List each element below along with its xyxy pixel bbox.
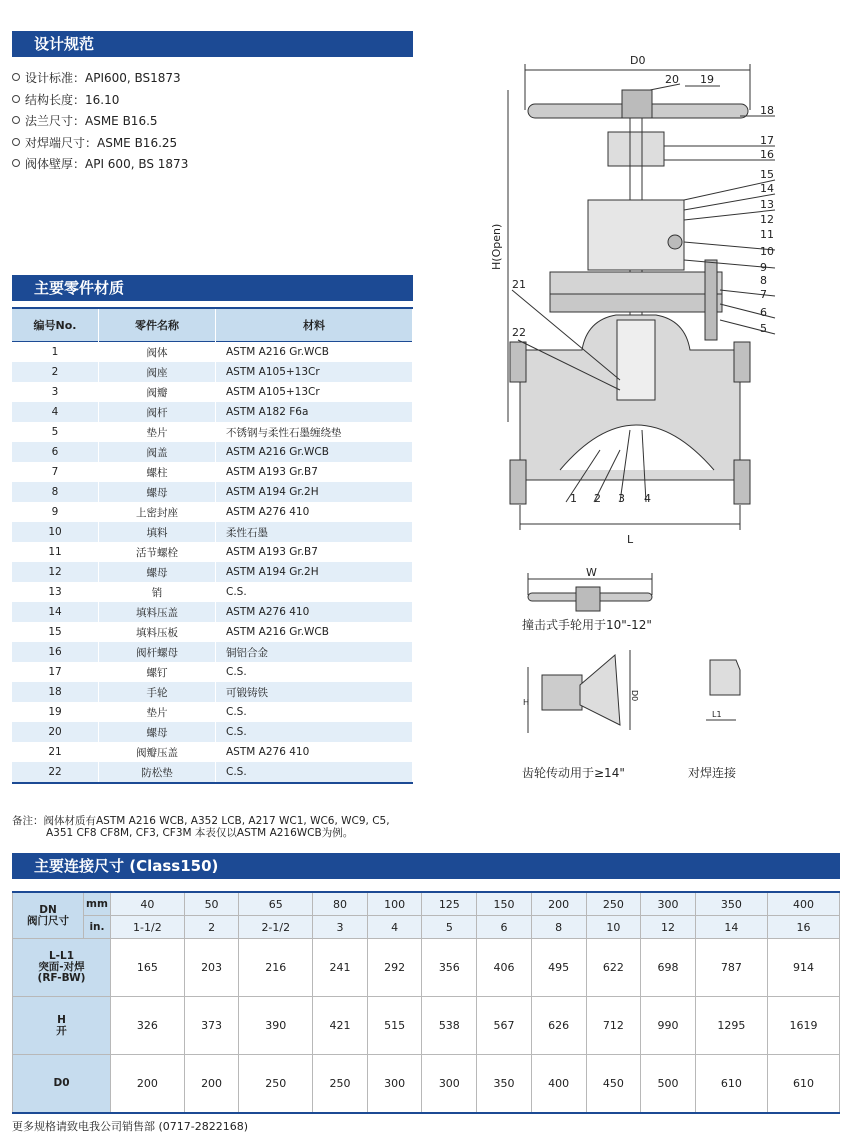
l-value: 622 [586, 939, 641, 997]
part-name: 活节螺栓 [99, 542, 216, 562]
part-material: ASTM A276 410 [216, 742, 413, 762]
table-row [12, 422, 413, 442]
inch-value: 12 [641, 916, 696, 939]
d0-value: 500 [641, 1055, 696, 1114]
label-20: 20 [665, 73, 679, 86]
table-row [12, 642, 413, 662]
inch-value: 2-1/2 [239, 916, 313, 939]
part-no: 13 [12, 582, 99, 602]
h-value: 712 [586, 997, 641, 1055]
d0-value: 200 [111, 1055, 185, 1114]
table-row [12, 522, 413, 542]
part-name: 阀座 [99, 362, 216, 382]
h-value: 626 [531, 997, 586, 1055]
section-bar-design [12, 31, 413, 57]
d0-value: 250 [313, 1055, 368, 1114]
table-row [12, 542, 413, 562]
h-value: 990 [641, 997, 696, 1055]
butt-weld-diagram [700, 655, 750, 730]
section-bar-parts [12, 275, 413, 301]
table-row [13, 916, 840, 939]
label-11: 11 [760, 228, 774, 241]
table-row [12, 602, 413, 622]
part-no: 18 [12, 682, 99, 702]
h-value: 373 [184, 997, 239, 1055]
part-no: 6 [12, 442, 99, 462]
table-row [12, 482, 413, 502]
d0-value: 300 [367, 1055, 422, 1114]
part-no: 1 [12, 342, 99, 363]
valve-diagram [470, 50, 790, 550]
d0-value: 350 [477, 1055, 532, 1114]
part-no: 11 [12, 542, 99, 562]
label-15: 15 [760, 168, 774, 181]
part-material: ASTM A105+13Cr [216, 362, 413, 382]
mm-value: 300 [641, 892, 696, 916]
section-title-parts: 主要零件材质 [34, 279, 125, 297]
mm-label: mm [84, 892, 111, 916]
part-name: 阀盖 [99, 442, 216, 462]
design-spec-text: 结构长度：16.10 [25, 92, 120, 107]
design-spec-item [12, 133, 188, 155]
part-name: 填料压盖 [99, 602, 216, 622]
inch-value: 5 [422, 916, 477, 939]
label-6: 6 [760, 306, 767, 319]
part-name: 螺母 [99, 722, 216, 742]
d0-value: 610 [767, 1055, 839, 1114]
part-name: 螺钉 [99, 662, 216, 682]
design-spec-text: 设计标准：API600, BS1873 [25, 71, 181, 85]
h-value: 390 [239, 997, 313, 1055]
part-material: 不锈钢与柔性石墨缠绕垫 [216, 422, 413, 442]
inch-value: 16 [767, 916, 839, 939]
l-value: 216 [239, 939, 313, 997]
part-no: 12 [12, 562, 99, 582]
mm-value: 350 [695, 892, 767, 916]
l-value: 165 [111, 939, 185, 997]
l-value: 203 [184, 939, 239, 997]
table-row [12, 622, 413, 642]
part-material: 铜铝合金 [216, 642, 413, 662]
mm-value: 80 [313, 892, 368, 916]
label-h-small: H [523, 698, 530, 707]
label-21: 21 [512, 278, 526, 291]
part-material: ASTM A182 F6a [216, 402, 413, 422]
mm-value: 250 [586, 892, 641, 916]
h-value: 1295 [695, 997, 767, 1055]
label-d0-small: D0 [630, 690, 639, 702]
inch-value: 14 [695, 916, 767, 939]
part-no: 7 [12, 462, 99, 482]
part-no: 10 [12, 522, 99, 542]
part-material: ASTM A193 Gr.B7 [216, 542, 413, 562]
header-no: 编号No. [12, 308, 99, 342]
table-row [13, 939, 840, 997]
inch-value: 3 [313, 916, 368, 939]
part-no: 16 [12, 642, 99, 662]
label-12: 12 [760, 213, 774, 226]
label-5: 5 [760, 322, 767, 335]
part-material: ASTM A216 Gr.WCB [216, 622, 413, 642]
h-value: 421 [313, 997, 368, 1055]
mm-value: 150 [477, 892, 532, 916]
part-name: 销 [99, 582, 216, 602]
circle-bullet-icon [12, 116, 20, 124]
table-row [12, 762, 413, 783]
circle-bullet-icon [12, 159, 20, 167]
footer-contact: 更多规格请致电我公司销售部 (0717-2822168) [12, 1120, 249, 1133]
table-row [12, 662, 413, 682]
table-row [12, 402, 413, 422]
label-4: 4 [644, 492, 651, 505]
table-row [12, 362, 413, 382]
dn-label: DN 阀门尺寸 [13, 892, 84, 939]
h-value: 326 [111, 997, 185, 1055]
design-spec-text: 阀体壁厚：API 600, BS 1873 [25, 157, 189, 171]
part-material: ASTM A194 Gr.2H [216, 562, 413, 582]
part-no: 9 [12, 502, 99, 522]
part-material: ASTM A216 Gr.WCB [216, 342, 413, 363]
part-material: ASTM A105+13Cr [216, 382, 413, 402]
l-value: 914 [767, 939, 839, 997]
part-material: C.S. [216, 662, 413, 682]
h-value: 567 [477, 997, 532, 1055]
part-name: 垫片 [99, 702, 216, 722]
part-name: 垫片 [99, 422, 216, 442]
part-no: 5 [12, 422, 99, 442]
part-no: 19 [12, 702, 99, 722]
design-spec-item [12, 90, 188, 112]
label-1: 1 [570, 492, 577, 505]
part-name: 阀瓣压盖 [99, 742, 216, 762]
inch-value: 8 [531, 916, 586, 939]
part-name: 螺柱 [99, 462, 216, 482]
part-no: 14 [12, 602, 99, 622]
mm-value: 200 [531, 892, 586, 916]
part-no: 22 [12, 762, 99, 783]
label-22: 22 [512, 326, 526, 339]
l-value: 787 [695, 939, 767, 997]
h-value: 1619 [767, 997, 839, 1055]
header-material: 材料 [216, 308, 413, 342]
table-row [12, 562, 413, 582]
part-material: 柔性石墨 [216, 522, 413, 542]
l-label: L-L1 突面-对焊 (RF-BW) [13, 939, 111, 997]
l-value: 495 [531, 939, 586, 997]
in-label: in. [84, 916, 111, 939]
part-no: 3 [12, 382, 99, 402]
section-bar-dims [12, 853, 840, 879]
part-name: 阀杆螺母 [99, 642, 216, 662]
l-value: 698 [641, 939, 696, 997]
inch-value: 4 [367, 916, 422, 939]
part-name: 阀体 [99, 342, 216, 363]
table-row [12, 722, 413, 742]
h-value: 515 [367, 997, 422, 1055]
label-9: 9 [760, 261, 767, 274]
design-spec-list [12, 68, 188, 176]
mm-value: 125 [422, 892, 477, 916]
part-material: ASTM A193 Gr.B7 [216, 462, 413, 482]
section-title-design: 设计规范 [34, 35, 95, 53]
label-13: 13 [760, 198, 774, 211]
label-17: 17 [760, 134, 774, 147]
mm-value: 100 [367, 892, 422, 916]
label-16: 16 [760, 148, 774, 161]
label-3: 3 [618, 492, 625, 505]
part-name: 阀杆 [99, 402, 216, 422]
mm-value: 40 [111, 892, 185, 916]
inch-value: 1-1/2 [111, 916, 185, 939]
label-10: 10 [760, 245, 774, 258]
part-name: 阀瓣 [99, 382, 216, 402]
d0-value: 450 [586, 1055, 641, 1114]
design-spec-text: 法兰尺寸：ASME B16.5 [25, 114, 158, 128]
l-value: 241 [313, 939, 368, 997]
part-no: 4 [12, 402, 99, 422]
mm-value: 50 [184, 892, 239, 916]
inch-value: 6 [477, 916, 532, 939]
table-row [12, 702, 413, 722]
part-name: 填料压板 [99, 622, 216, 642]
inch-value: 10 [586, 916, 641, 939]
part-name: 螺母 [99, 482, 216, 502]
h-label: H 开 [13, 997, 111, 1055]
material-note [12, 815, 422, 839]
circle-bullet-icon [12, 95, 20, 103]
design-spec-text: 对焊端尺寸：ASME B16.25 [25, 135, 178, 150]
hammer-handwheel-diagram [520, 565, 660, 615]
note-line-1: 备注：阀体材质有ASTM A216 WCB, A352 LCB, A217 WC1, WC6, WC9, C5, [12, 815, 390, 827]
d0-value: 400 [531, 1055, 586, 1114]
table-row [12, 342, 413, 363]
gear-drive-diagram [520, 645, 650, 740]
d0-value: 300 [422, 1055, 477, 1114]
parts-table [12, 307, 413, 784]
l-value: 406 [477, 939, 532, 997]
table-row [12, 442, 413, 462]
caption-bw: 对焊连接 [688, 766, 737, 780]
part-no: 2 [12, 362, 99, 382]
part-name: 螺母 [99, 562, 216, 582]
design-spec-item [12, 111, 188, 133]
table-row [12, 742, 413, 762]
part-material: ASTM A194 Gr.2H [216, 482, 413, 502]
l-value: 356 [422, 939, 477, 997]
part-name: 防松垫 [99, 762, 216, 783]
table-row [12, 582, 413, 602]
label-h-open: H(Open) [490, 223, 503, 270]
design-spec-item [12, 68, 188, 90]
table-row [13, 892, 840, 916]
circle-bullet-icon [12, 138, 20, 146]
h-value: 538 [422, 997, 477, 1055]
part-material: C.S. [216, 722, 413, 742]
d0-value: 610 [695, 1055, 767, 1114]
circle-bullet-icon [12, 73, 20, 81]
part-name: 上密封座 [99, 502, 216, 522]
label-7: 7 [760, 288, 767, 301]
part-material: ASTM A276 410 [216, 602, 413, 622]
label-d0: D0 [630, 54, 646, 67]
part-no: 15 [12, 622, 99, 642]
table-row [12, 462, 413, 482]
parts-table-header [12, 308, 413, 342]
inch-value: 2 [184, 916, 239, 939]
d0-label: D0 [13, 1055, 111, 1114]
design-spec-item [12, 154, 188, 176]
part-material: ASTM A216 Gr.WCB [216, 442, 413, 462]
d0-value: 200 [184, 1055, 239, 1114]
label-19: 19 [700, 73, 714, 86]
table-row [13, 1055, 840, 1114]
table-row [12, 502, 413, 522]
table-row [12, 382, 413, 402]
caption-gear: 齿轮传动用于≥14" [522, 766, 625, 780]
table-row [13, 997, 840, 1055]
label-8: 8 [760, 274, 767, 287]
part-material: C.S. [216, 762, 413, 783]
part-name: 填料 [99, 522, 216, 542]
label-l: L [627, 533, 634, 546]
part-name: 手轮 [99, 682, 216, 702]
part-no: 17 [12, 662, 99, 682]
label-18: 18 [760, 104, 774, 117]
caption-hammer: 撞击式手轮用于10"-12" [522, 618, 652, 632]
note-line-2: A351 CF8 CF8M, CF3, CF3M 本表仅以ASTM A216WCB为例。 [46, 827, 354, 839]
part-no: 8 [12, 482, 99, 502]
section-title-dims: 主要连接尺寸 (Class150) [34, 857, 219, 875]
mm-value: 400 [767, 892, 839, 916]
part-no: 21 [12, 742, 99, 762]
dims-table [12, 891, 840, 1114]
part-no: 20 [12, 722, 99, 742]
label-2: 2 [594, 492, 601, 505]
label-l1-small: L1 [712, 710, 722, 719]
mm-value: 65 [239, 892, 313, 916]
table-row [12, 682, 413, 702]
d0-value: 250 [239, 1055, 313, 1114]
l-value: 292 [367, 939, 422, 997]
part-material: C.S. [216, 702, 413, 722]
label-14: 14 [760, 182, 774, 195]
part-material: ASTM A276 410 [216, 502, 413, 522]
header-part-name: 零件名称 [99, 308, 216, 342]
part-material: 可锻铸铁 [216, 682, 413, 702]
label-w: W [586, 566, 597, 579]
part-material: C.S. [216, 582, 413, 602]
